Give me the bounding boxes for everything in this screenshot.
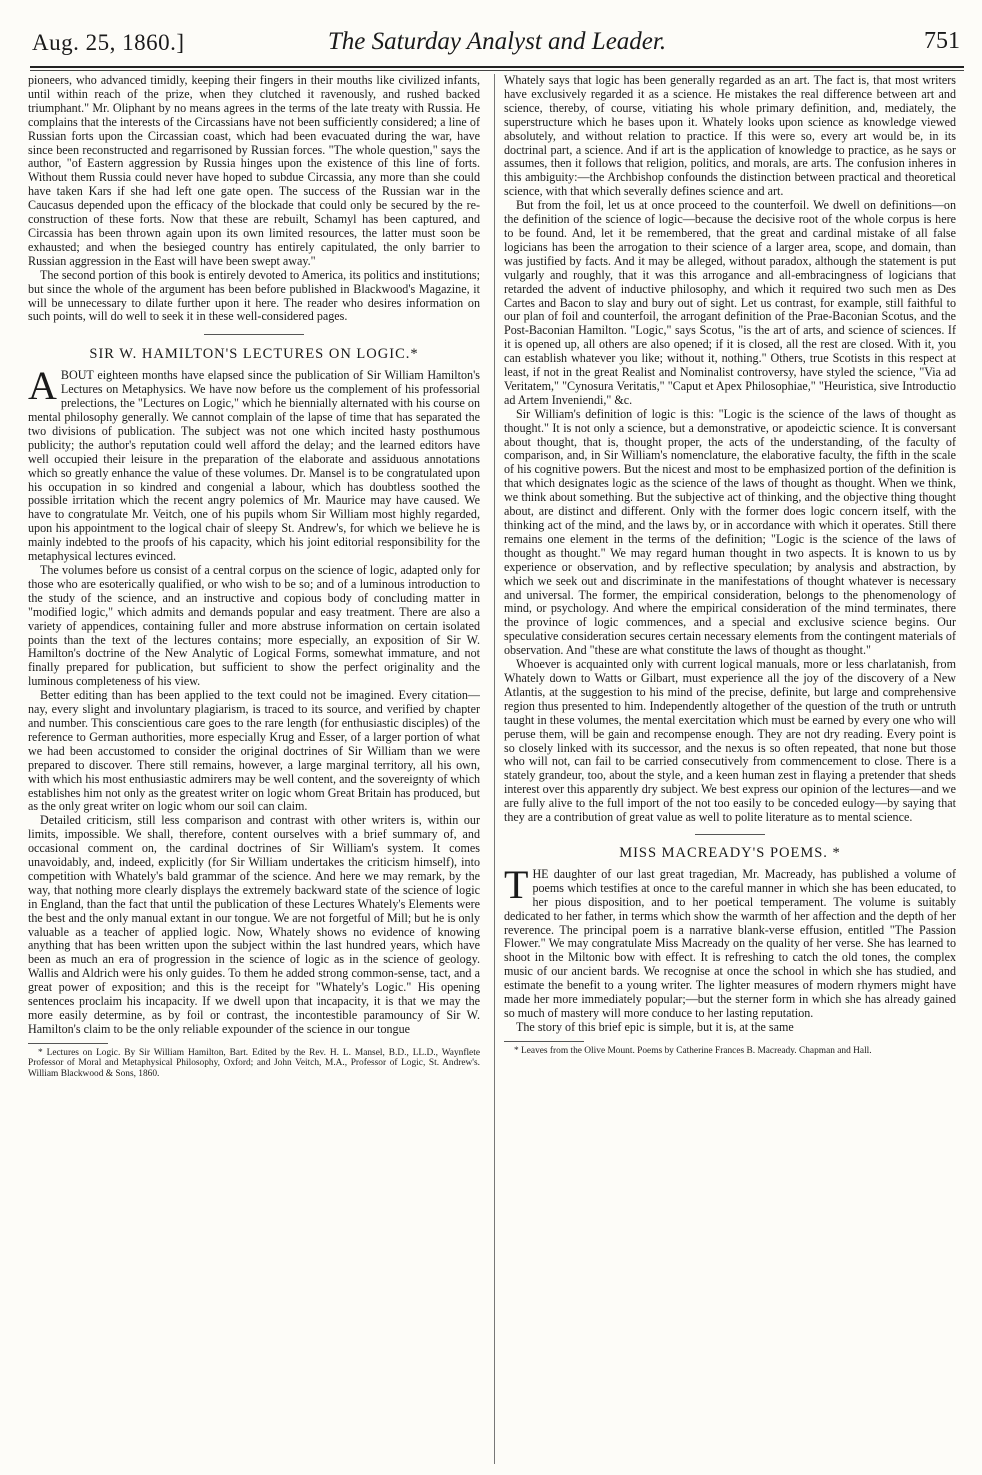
article-paragraph: Whoever is acquainted only with current logical manuals, more or less charlatanish, from Whately down to Watts or Gilbart, must experience all the joy of the discovery of a New Atlantis, at the suggestion to his mind of the precise, definite, but large and comprehensive region thus presented to him. Independently altogether of the question of the truth or untruth taught in these volumes, the mental exercitation which must be earned by every one who will peruse them, will be gain and recompense enough. They are not dry reading. Every point is so closely linked with its successor, and the nexus is so often repeated, that none but those who will not, can fail to be carried consecutively from commencement to close. There is a stately grandeur, too, about the style, and a keen human zest in flaying a pretender that sheds interest over this apparently dry subject. We best express our opinion of the lectures—and we are fully alive to the full import of the not too easily to be conceded eulogy—by saying that they are a contribution of great value as well to polite literature as to mental science. xyxy=(504,657,956,825)
article-paragraph: Sir William's definition of logic is this: "Logic is the science of the laws of thought as thought." It is not only a science, but a demonstrative, or apodeictic science. It is conversant about thought, that is, thought proper, the acts of the understanding, of the faculty of comparison, and, in Sir William's nomenclature, the elaborative faculty, the fifth in the scale of his cognitive powers. But the nicest and most to be emphasized portion of the definition is that which designates logic as the science of the laws of thought as thought. When we think, we think about something. But the subjective act of thinking, and the objective thing thought about, are distinct and different. Only with the former does logic concern itself, with the thinking act of the mind, and the laws by, or in accordance with which it operates. Still there remains one element in the terms of the definition; "Logic is the science of the laws of thought as thought." We may regard human thought in two aspects. It is known to us by experience or observation, and by reflective speculation; by analysis and abstraction, by which we seek out and discriminate in the manifestations of thought whatever is necessary and universal. The former, the empirical consideration, belongs to the phenomenology of mind, or psychology. And where the empirical consideration of the mind terminates, there the province of logic commences, and a special and exclusive science begins. Our speculative consideration secures certain necessary elements from the contingent materials of observation. And "these are what constitute the laws of thought as thought." xyxy=(504,406,956,658)
page-header xyxy=(30,26,964,62)
page-number: 751 xyxy=(924,28,960,54)
hamilton-opening-paragraph xyxy=(28,363,480,564)
footnote-rule xyxy=(28,1043,108,1044)
column-divider xyxy=(494,74,495,1464)
macready-article-title: MISS MACREADY'S POEMS. * xyxy=(619,844,841,861)
article-continuation-paragraph: Whately says that logic has been generally regarded as an art. The fact is, that most writers have exclusively regarded it as a science. He mistakes the real difference between art and science, thereby, of course, vitiating his whole primary definition, and, mediately, the superstructure which he bases upon it. Whately looks upon science as knowledge viewed absolutely, and without relation to practice. If this were so, every art would be, in its doctrinal part, a science. And if art is the application of knowledge to practice, as he says or assumes, then it follows that religion, politics, and morals, are arts. The confusion inheres in this ambiguity:—the Archbishop confounds the distinction between practical and theoretical science, with that which severally defines science and art. xyxy=(504,74,956,199)
article-paragraph: The story of this brief epic is simple, but it is, at the same xyxy=(516,1019,794,1034)
article-paragraph: The volumes before us consist of a central corpus on the science of logic, adapted only for those who are esoterically qualified, or who wish to be so; and of a luminous introduction to the study of the science, and an instructive and copious body of concluding matter in "modified logic," which admits and demands popular and easy treatment. There are also a variety of appendices, containing fuller and more abstruse information on certain isolated points than the text of the lectures contains; more especially, an exposition of Sir W. Hamilton's doctrine of the New Analytic of Logical Forms, somewhat immature, and not finally prepared for publication, but sufficient to show the perfect originality and the luminous completeness of his view. xyxy=(28,563,480,689)
article-paragraph: Detailed criticism, still less comparison and contrast with other writers is, within our limits, impossible. We shall, therefore, content ourselves with a brief summary of, and occasional comment on, the cardinal doctrines of Sir William's system. It comes unavoidably, and, indeed, explicitly (for Sir William undertakes the criticism himself), into competition with Whately's bald grammar of the science. And here we may remark, by the way, that nothing more clearly displays the extremely backward state of the science of logic in England, than the fact that until the publication of these Lectures Whately's Elements were the best and the only manual extant in our tongue. We are not forgetful of Mill; but he is only valuable as a teacher of applied logic. Now, Whately shows no evidence of knowing anything that has been written upon the subject within the last hundred years, which have been as much an era of progression in the science of logic as in the science of geology. Wallis and Aldrich were his only guides. To them he added strong common-sense, tact, and a great power of exposition; and this is the receipt for "Whately's Logic." His opening sentences proclaim his incapacity. If we dwell upon that incapacity, it is that we may the more easily determine, as by foil or contrast, the incontestible paramouncy of Sir W. Hamilton's claim to be the only reliable expounder of the science in our tongue xyxy=(28,813,480,1036)
section-divider xyxy=(695,834,765,835)
drop-cap: A xyxy=(28,363,57,409)
section-divider xyxy=(204,334,304,335)
header-rule xyxy=(30,66,964,71)
hamilton-article-title: SIR W. HAMILTON'S LECTURES ON LOGIC.* xyxy=(89,346,419,363)
article-paragraph: But from the foil, let us at once proceed to the counterfoil. We dwell on definitions—on the definition of the science of logic—because the decisive root of the whole corpus is here to be found. And, let it be remembered, that the great and cardinal mistake of all false logicians has been the arrogation to their science of a larger area, scope, and domain, than was justified by facts. And it may be alleged, without paradox, although the statement is put vulgarly and roughly, that it was this arrogance and all-embracingness of logicians that retarded the advent of inductive philosophy, and which it required two such men as Des Cartes and Bacon to slay and bury out of sight. Let us contrast, for example, still faithful to our plan of foil and counterfoil, the arrogant definition of the Prae-Baconian Scotus, and the Post-Baconian Hamilton. "Logic," says Scotus, "is the art of arts, and science of sciences. If it is opened up, all others are also opened; if it is closed, all the rest are closed. With it, you can establish whatever you like; without it, nothing." Others, true Scotists in this respect at least, if not in the great Realist and Nominalist controversy, have styled the science, "Via ad Veritatem," "Cynosura Veritatis," "Caput et Apex Philosophiae," "Heuristica, sive Introductio ad Artem Inveniendi," &c. xyxy=(504,198,956,407)
opening-text: BOUT eighteen months have elapsed since the publication of Sir William Hamilton's Lectures on Metaphysics. We have now before us the complement of his professorial prelections, the "Lectures on Logic," which he biennially alternated with his course on mental philosophy generally. We cannot complain of the lapse of time that has separated the two divisions of publication. The subject was not one which incited hasty posthumous publicity; the author's reputation could well afford the delay; and the learned editors have well occupied their leisure in the preparation of the elaborate and assiduous annotations which so greatly enhance the value of these volumes. Dr. Mansel is to be congratulated upon his occupation in so kindred and congenial a labour, which has doubtless soothed the possible irritation which the recent angry polemics of Mr. Maurice may have caused. We have to congratulate Mr. Veitch, one of his pupils whom Sir William most highly regarded, upon his appointment to the logical chair of sleepy St. Andrew's, for which we believe he is mainly indebted to the proofs of his capacity, which his joint editorial responsibility for the metaphysical lectures evinced. xyxy=(28,368,480,564)
footnote-rule xyxy=(504,1041,584,1042)
article-paragraph: Better editing than has been applied to the text could not be imagined. Every citation—nay, every slight and involuntary plagiarism, is traced to its source, and verified by chapter and number. This conscientious care goes to the rare length (for enthusiastic disciples) of the reference to German authorities, more especially Krug and Esser, of a larger portion of what we had been accustomed to consider the original doctrines of Sir William than we were prepared to discover. There still remains, however, a large marginal territory, all his own, with which his most enthusiastic admirers may be well content, and the sovereignty of which establishes him not only as the greatest writer on logic whom Great Britain has produced, but as the only great writer on logic whom our soil can claim. xyxy=(28,688,480,814)
article-paragraph: The second portion of this book is entirely devoted to America, its politics and institutions; but since the whole of the argument has been before published in Blackwood's Magazine, it will be unnecessary to dilate further upon it here. The reader who desires information on such points, will do well to seek it in these well-considered pages. xyxy=(28,267,480,324)
left-column xyxy=(28,74,480,1466)
right-column xyxy=(504,74,956,1466)
drop-cap: T xyxy=(504,861,529,907)
macready-footnote: * Leaves from the Olive Mount. Poems by Catherine Frances B. Macready. Chapman and Hall. xyxy=(514,1045,872,1056)
hamilton-footnote: * Lectures on Logic. By Sir William Hamilton, Bart. Edited by the Rev. H. L. Mansel, B.D., LL.D., Waynflete Professor of Moral and Metaphysical Philosophy, Oxford; and John Veitch, M.A., Professor of Logic, St. Andrew's. William Blackwood & Sons, 1860. xyxy=(28,1047,480,1079)
issue-date: Aug. 25, 1860.] xyxy=(32,30,185,55)
publication-title: The Saturday Analyst and Leader. xyxy=(327,28,667,55)
macready-opening-paragraph xyxy=(504,861,956,1021)
opening-text: HE daughter of our last great tragedian, Mr. Macready, has published a volume of poems which testifies at once to the careful manner in which she has been educated, to her pious disposition, and to her poetical temperament. The volume is suitably dedicated to her father, in terms which show the warmth of her affection and the depth of her reverence. The principal poem is a narrative blank-verse effusion, entitled "The Passion Flower." We may congratulate Miss Macready on the quality of her verse. She has learned to shoot in the Miltonic bow with effect. It is refreshing to catch the old tones, the complex music of our ancient bards. We recognise at once the school in which she has studied, and estimate the benefit to a young writer. The lighter measures of modern rhymers might have made her more immediately popular;—but the sterner form in which she has already gained so much of mastery will more conduce to her lasting reputation. xyxy=(504,866,956,1020)
article-continuation-paragraph: pioneers, who advanced timidly, keeping their fingers in their mouths like civilized infants, until within reach of the prize, when they clutched it ravenously, and rushed backed triumphant." Mr. Oliphant by no means agrees in the terms of the late treaty with Russia. He complains that the interests of the Circassians have not been sufficiently considered; a line of Russian forts upon the Circassian coast, which had been evacuated during the war, have since been reconstructed and regarrisoned by Russian forces. "The whole question," says the author, "of Eastern aggression by Russia hinges upon the existence of this line of forts. Without them Russia could never have hoped to subdue Circassia, any more than she could have taken Kars if she had left one gate open. The success of the Russian war in the Caucasus depended upon the efficacy of the blockade that could only be secured by the re-construction of these forts. Now that these are rebuilt, Schamyl has been captured, and Circassia has been thrown again upon its own limited resources, the latter must soon be exhausted; and when the besieged country has entirely capitulated, the only barrier to Russian aggression in the East will have been swept away." xyxy=(28,74,480,268)
